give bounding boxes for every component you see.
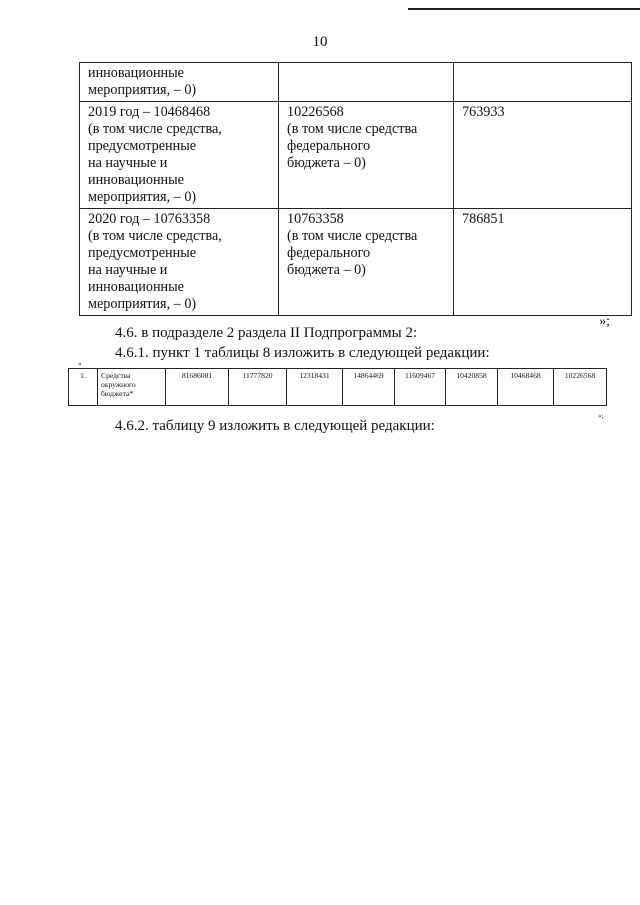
value-cell: 10226568 [554, 369, 607, 406]
table-row [80, 63, 632, 102]
table-cell [279, 63, 454, 102]
paragraph-4-6-2: 4.6.2. таблицу 9 изложить в следующей редакции: [115, 418, 435, 434]
closing-quote: »; [599, 314, 610, 329]
value-cell: 10420858 [446, 369, 498, 406]
closing-quote-small: »; [598, 412, 604, 420]
table-row [80, 102, 632, 209]
table-row [80, 209, 632, 316]
row-label: Средства окружного бюджета* [98, 369, 166, 406]
value-cell: 11609467 [395, 369, 446, 406]
funding-table [79, 62, 632, 316]
table-row [69, 369, 607, 406]
paragraph-4-6-1: 4.6.1. пункт 1 таблицы 8 изложить в следующей редакции: [115, 345, 490, 361]
value-cell: 81686081 [166, 369, 229, 406]
table-8-row [68, 368, 607, 406]
header-rule [408, 8, 640, 10]
table-cell: 2020 год – 10763358 (в том числе средства, предусмотренные на научные и инновационные мероприятия, – 0) [80, 209, 279, 316]
table-cell: 763933 [454, 102, 632, 209]
value-cell: 12318431 [287, 369, 343, 406]
table-cell: 2019 год – 10468468 (в том числе средства, предусмотренные на научные и инновационные мероприятия, – 0) [80, 102, 279, 209]
row-number: 1. [69, 369, 98, 406]
table-cell: 10226568 (в том числе средства федерального бюджета – 0) [279, 102, 454, 209]
table-cell: инновационные мероприятия, – 0) [80, 63, 279, 102]
value-cell: 11777820 [229, 369, 287, 406]
value-cell: 10468468 [498, 369, 554, 406]
table-cell: 10763358 (в том числе средства федерального бюджета – 0) [279, 209, 454, 316]
page-number: 10 [312, 34, 328, 50]
paragraph-4-6: 4.6. в подразделе 2 раздела II Подпрограммы 2: [115, 325, 418, 341]
table-cell [454, 63, 632, 102]
opening-quote: « [78, 360, 82, 368]
table-cell: 786851 [454, 209, 632, 316]
value-cell: 14864469 [343, 369, 395, 406]
